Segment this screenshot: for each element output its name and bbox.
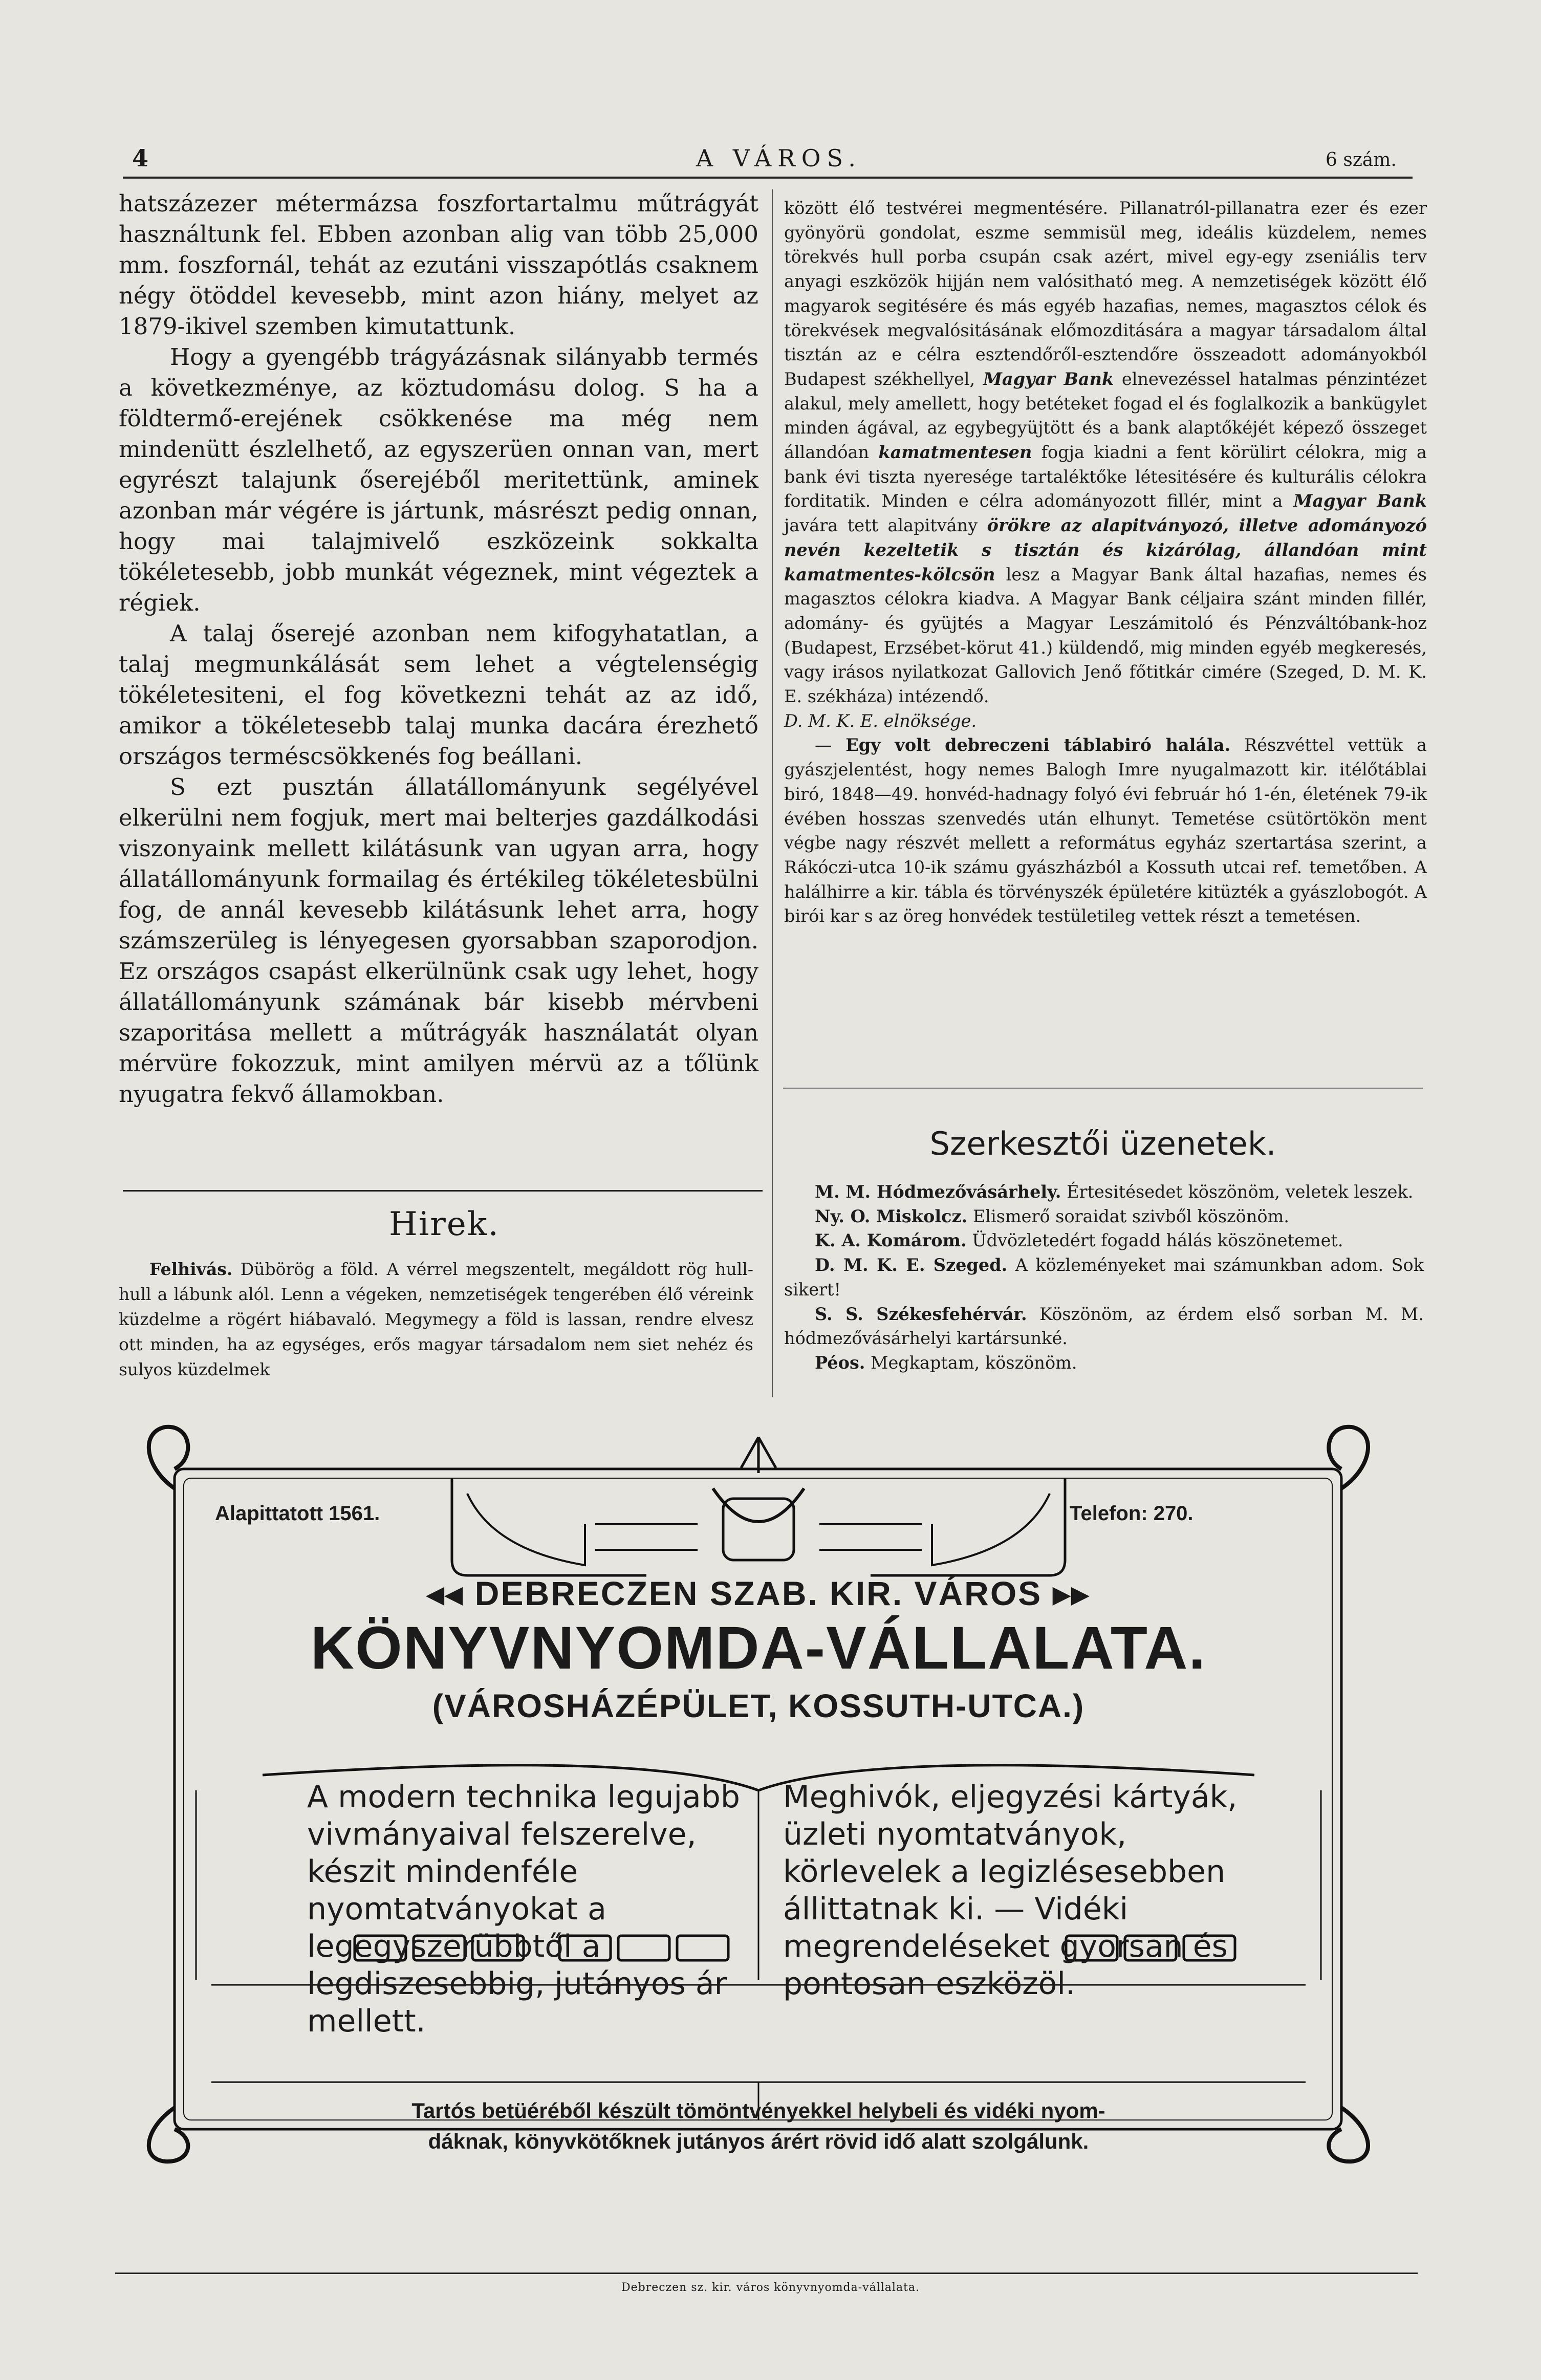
section-rule [783,1088,1423,1089]
hirek-title: Hirek. [389,1205,500,1243]
message-recipient: Ny. O. Miskolcz. [815,1206,968,1226]
message-text: A közleményeket mai számunkban adom. Sok sikert! [784,1255,1424,1300]
column-divider [772,189,773,1397]
header-rule [123,177,1413,179]
page-number-left: 4 [132,144,149,172]
right-column: között élő testvérei megmentésére. Pillanatról-pillanatra ezer és ezer gyönyörü gondolat, eszme semmisül meg, ideális küzdelem, nemes törekvés hull porba csupán csak azért, mivel egy-egy zseniális terv anyagi eszközök hijján nem valósitható meg. A nemzetiségek között élő magyarok segitésére és más egyéb hazafias, nemes, magasztos célok és törekvések megvalósitásának előmozditására a magyar társadalom által tisztán az e célra esztendőről-esztendőre összeadott adományokból Budapest székhellyel, Magyar Bank elnevezéssel hatalmas pénzintézet alakul, mely amellett, hogy betéteket fogad el és foglalkozik a bankügylet minden ágával, az egybegyüjtött és a bank alaptőkéjét képező összeget állandóan kamatmentesen fogja kiadni a fent körülirt célokra, mig a bank évi tiszta nyeresége tartaléktőke létesitésére és kulturális célokra forditatik. Minden e célra adományozott fillér, mint a Magyar Bank javára tett alapitvány örökre az alapitványozó, illetve adományozó nevén kezeltetik s tisztán és kizárólag, állandóan mint kamatmentes-kölcsön lesz a Magyar Bank által hazafias, nemes és magasztos célokra kiadva. A Magyar Bank céljaira szánt minden fillér, adomány- és gyüjtés a Magyar Leszámitoló és Pénzváltóbank-hoz (Budapest, Erzsébet-körut 41.) küldendő, mig minden egyéb megkeresés, vagy irásos nyilatkozat Gallovich Jenő főtitkár cimére (Szeged, D. M. K. E. székháza) intézendő. D. M. K. E. elnöksége. — Egy volt debreczeni táblabiró halála. Részvéttel vettük a gyászjelentést, hogy nemes Balogh Imre nyugalmazott kir. itélőtáblai biró, 1848—49. honvéd-hadnagy folyó évi február hó 1-én, életének 79-ik évében hosszas szenvedés után elhunyt. Temetése csütörtökön ment végbe nagy részvét mellett a református egyház szertartása szerint, a Rákóczi-utca 10-ik számu gyászházból a Kossuth utcai ref. temetőben. A halálhirre a kir. tábla és törvényszék épületére kitüzték a gyászlobogót. A birói kar s az öreg honvédek testületileg vettek részt a temetésen. [784,198,1427,926]
left-arrows: ◂◂ [427,1574,464,1612]
footer-rule [115,2273,1418,2274]
message-item [784,1253,1424,1302]
dmke-signature: D. M. K. E. elnöksége. [784,710,977,731]
ad-left-text: A modern technika legujabb vivmányaival felszerelve, készit mindenféle nyomtatványokat a legegyszerübbtől a legdiszesebbig, jutányos ár mellett. [307,1779,740,2039]
founded-label: Alapittatott 1561. [215,1502,380,1525]
bank-notice-text: javára tett alapitvány [784,515,978,536]
editor-messages-title: Szerkesztői üzenetek. [929,1125,1276,1162]
obituary-label: Egy volt debreczeni táblabiró halála. [845,735,1231,755]
message-text: Megkaptam, köszönöm. [871,1352,1077,1373]
message-text: Értesitésedet köszönöm, veletek leszek. [1067,1182,1414,1202]
article-paragraph: hatszázezer métermázsa foszfortartalmu műtrágyát használtunk fel. Ebben azonban alig van több 25,000 mm. foszfornál, tehát az ezutáni visszapótlás csaknem négy ötöddel kevesebb, mint azon hiány, melyet az 1879-ikivel szemben kimutattunk. [119,190,758,340]
message-text: Köszönöm, az érdem első sorban M. M. hódmezővásárhelyi kartársunké. [784,1304,1424,1349]
column-separator-rule [123,1190,763,1192]
message-item [784,1228,1424,1253]
message-item [784,1302,1424,1351]
issue-number: 6 szám. [1326,149,1397,170]
alapitvany-emphasis: örökre az alapitványozó, illetve adományozó nevén kezeltetik s tisztán és kizárólag, állandóan mint kamatmentes-kölcsön [784,515,1427,585]
message-item [784,1180,1424,1204]
felhivas-label: Felhivás. [149,1259,233,1279]
message-item [784,1351,1424,1375]
article-paragraph: Hogy a gyengébb trágyázásnak silányabb termés a következménye, az köztudomásu dolog. S ha a földtermő-erejének csökkenése ma még nem mindenütt észlelhető, az egyszerüen onnan van, mert egyrészt talajunk őserejéből meritettünk, aminek azonban már végére is jártunk, másrészt pedig onnan, hogy mai talajmivelő eszközeink sokkalta tökéletesebb, jobb munkát végeznek, mint végeztek a régiek. [119,343,758,616]
magyar-bank-name: Magyar Bank [983,369,1114,389]
bank-notice-text: lesz a Magyar Bank által hazafias, nemes és magasztos célokra kiadva. A Magyar Bank céljaira szánt minden fillér, adomány- és gyüjtés a Magyar Leszámitoló és Pénzváltóbank-hoz (Budapest, Erzsébet-körut 41.) küldendő, mig minden egyéb megkeresés, vagy irásos nyilatkozat Gallovich Jenő főtitkár cimére (Szeged, D. M. K. E. székháza) intézendő. [784,564,1427,707]
ad-bottom-line2: dáknak, könyvkötőknek jutányos árért rövid idő alatt szolgálunk. [428,2129,1089,2153]
city-name: DEBRECZEN SZAB. KIR. VÁROS [474,1574,1043,1612]
ad-right-text: Meghivók, eljegyzési kártyák, üzleti nyomtatványok, körlevelek a legizlésesebben állittatnak ki. — Vidéki megrendeléseket gyorsan és pontosan eszközöl. [783,1779,1238,2002]
bank-notice-text: között élő testvérei megmentésére. Pillanatról-pillanatra ezer és ezer gyönyörü gondolat, eszme semmisül meg, ideális küzdelem, nemes törekvés hull porba csupán csak azért, mivel egy-egy zseniális terv anyagi eszközök hijján nem valósitható meg. A nemzetiségek között élő magyarok segitésére és más egyéb hazafias, nemes, magasztos célok és törekvések megvalósitásának előmozditására a magyar társadalom által tisztán az e célra esztendőről-esztendőre összeadott adományokból Budapest székhellyel, [784,198,1427,389]
bank-notice-text: elnevezéssel hatalmas pénzintézet alakul, mely amellett, hogy betéteket fogad el és foglalkozik a bankügylet minden ágával, az egybegyüjtött és a bank alaptőkéjét képező összeget állandóan [784,369,1427,463]
ad-bottom-line1: Tartós betüéréből készült tömöntvényekkel helybeli és vidéki nyom- [411,2098,1105,2123]
message-item [784,1204,1424,1229]
felhivas-text: Dübörög a föld. A vérrel megszentelt, megáldott rög hull-hull a lábunk alól. Lenn a végeken, nemzetiségek tengerében élő véreink küzdelme a rögért hiábavaló. Megymegy a föld is lassan, rendre elvesz ott minden, ha az egységes, erős magyar társadalom nem siet nehéz és sulyos küzdelmek [119,1259,753,1379]
kamatmentesen-emphasis: kamatmentesen [878,442,1032,463]
bank-notice-text: fogja kiadni a fent körülirt célokra, mig a bank évi tiszta nyeresége tartaléktőke létesitésére és kulturális célokra forditatik. Minden e célra adományozott fillér, mint a [784,442,1427,511]
printing-house-line1 [135,1574,1382,1613]
message-text: Elismerő soraidat szivből köszönöm. [972,1206,1289,1226]
printing-house-name: KÖNYVNYOMDA-VÁLLALATA. [310,1614,1207,1682]
right-arrows: ▸▸ [1053,1574,1090,1612]
article-paragraph: A talaj őserejé azonban nem kifogyhatatlan, a talaj megmunkálását sem lehet a végtelenségig tökéletesiteni, el fog következni tehát az az idő, amikor a tökéletesebb talaj munka dacára érezhető országos terméscsökkenés fog beállani. [119,620,758,770]
message-recipient: Péos. [815,1352,865,1373]
left-column [119,188,758,1110]
printing-house-address: (VÁROSHÁZÉPÜLET, KOSSUTH-UTCA.) [432,1687,1085,1724]
message-recipient: M. M. Hódmezővásárhely. [815,1182,1061,1202]
felhivas-article [119,1257,753,1382]
message-recipient: D. M. K. E. Szeged. [815,1255,1008,1275]
message-recipient: S. S. Székesfehérvár. [815,1304,1027,1324]
article-paragraph: S ezt pusztán állatállományunk segélyével elkerülni nem fogjuk, mert mai belterjes gazdálkodási viszonyaink mellett kilátásunk van ugyan arra, hogy állatállományunk formailag és értékileg tökéletesbülni fog, de annál kevesebb kilátásunk lehet arra, hogy számszerüleg is lényegesen gyorsabban szaporodjon. Ez országos csapást elkerülnünk csak ugy lehet, hogy állatállományunk számának bár kisebb mérvbeni szaporitása mellett a műtrágyák használatát olyan mérvüre fokozzuk, mint amilyen mérvü az a tőlünk nyugatra fekvő államokban. [119,773,758,1108]
phone-label: Telefon: 270. [1070,1502,1193,1525]
magyar-bank-name: Magyar Bank [1293,491,1427,511]
message-text: Üdvözletedért fogadd hálás köszönetemet. [972,1230,1343,1251]
printer-imprint: Debreczen sz. kir. város könyvnyomda-vállalata. [621,2281,920,2294]
message-recipient: K. A. Komárom. [815,1230,967,1251]
obituary-text: Részvéttel vettük a gyászjelentést, hogy nemes Balogh Imre nyugalmazott kir. itélőtáblai biró, 1848—49. honvéd-hadnagy folyó évi február hó 1-én, életének 79-ik évében hosszas szenvedés után elhunyt. Temetése csütörtökön ment végbe nagy részvét mellett a református egyház szertartása szerint, a Rákóczi-utca 10-ik számu gyászházból a Kossuth utcai ref. temetőben. A halálhirre a kir. tábla és törvényszék épületére kitüzték a gyászlobogót. A birói kar s az öreg honvédek testületileg vettek részt a temetésen. [784,735,1427,926]
newspaper-title: A VÁROS. [696,144,862,172]
editor-messages [784,1180,1424,1375]
